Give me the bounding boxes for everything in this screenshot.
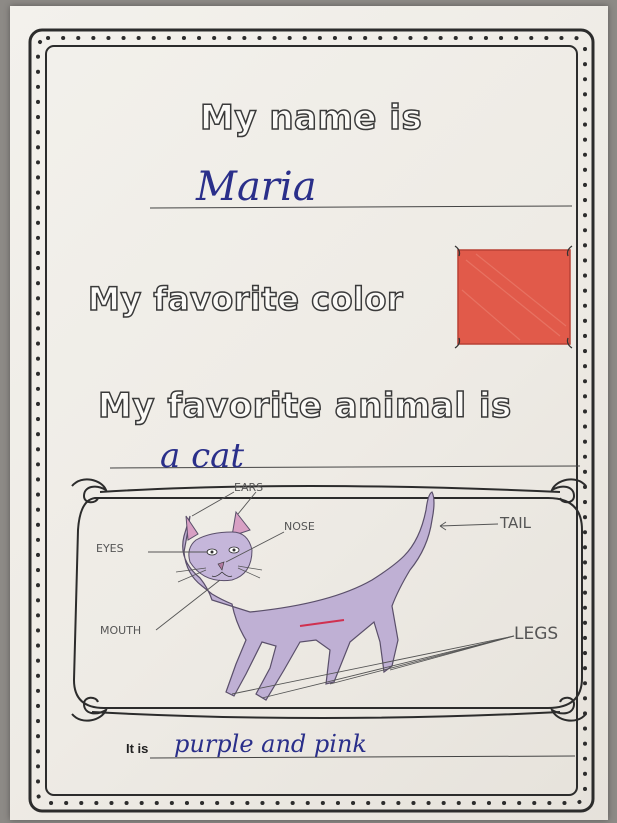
legs-label: LEGS [514,624,559,644]
it-is-value: purple and pink [174,730,367,758]
name-prompt: My name is [200,98,423,138]
color-prompt: My favorite color [88,280,404,318]
color-swatch [455,246,572,348]
mouth-label: MOUTH [100,624,142,637]
tail-label: TAIL [500,514,532,532]
name-value: Maria [196,164,317,210]
animal-prompt: My favorite animal is [98,386,512,426]
nose-label: NOSE [284,520,315,533]
it-is-prompt: It is [126,741,149,756]
animal-value: a cat [160,436,245,476]
eyes-label: EYES [96,542,124,555]
ears-label: EARS [234,481,264,494]
